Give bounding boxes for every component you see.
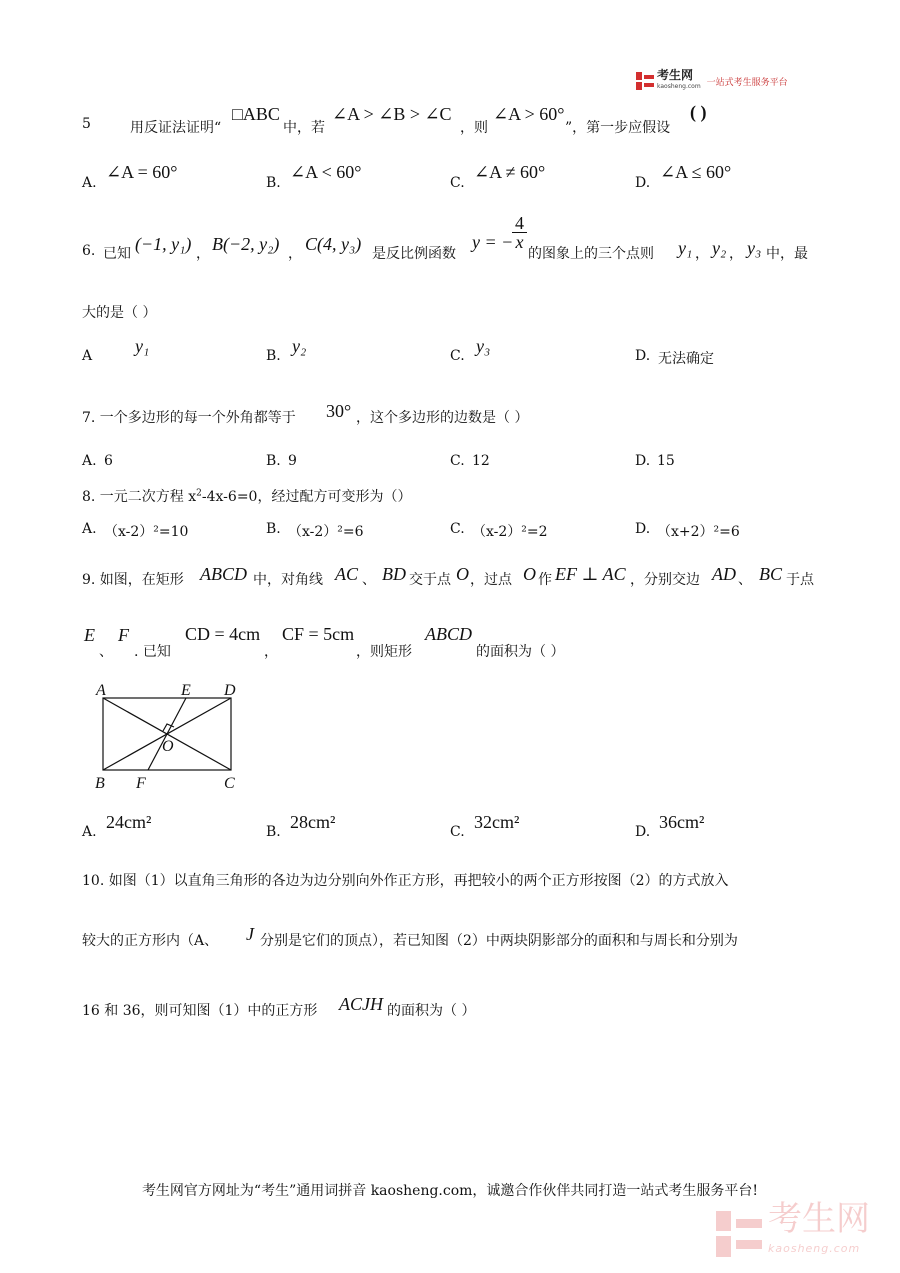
q6-option-a: y₁ (135, 336, 150, 356)
q6-option-d-label: D. (635, 348, 651, 364)
q9-option-d-label: D. (635, 824, 651, 840)
segment-ef (148, 698, 186, 770)
q10-line-3a: 16 和 36，则可知图（1）中的正方形 (82, 1003, 318, 1019)
label-b: B (95, 775, 105, 792)
q9-cf: CF = 5cm (282, 624, 355, 644)
q6-point-a: (−1, y₁) (135, 234, 192, 254)
q8-option-d: （x+2）²=6 (657, 524, 740, 540)
q7-option-c-label: C. (450, 453, 465, 469)
q6-y3: y₃ (747, 238, 762, 258)
q9-cd: CD = 4cm (185, 624, 261, 644)
q10-line-2a: 较大的正方形内（A、 (82, 933, 219, 949)
watermark-domain: kaosheng.com (768, 1242, 861, 1255)
q5-text-c: ，则 (460, 120, 488, 136)
label-f: F (136, 775, 146, 792)
q5-text-b: 中，若 (283, 120, 325, 136)
footer-text: 考生网官方网址为“考生”通用词拼音 kaosheng.com，诚邀合作伙伴共同打造一站式考生服务平台! (141, 1183, 759, 1199)
q5-conclusion: ∠A > 60° (493, 104, 565, 124)
q8-option-a-label: A. (82, 521, 97, 537)
logo-slogan: 一站式考生服务平台 (706, 77, 788, 88)
q7-option-d: 15 (657, 453, 675, 469)
q6-text-3: 的图象上的三个点则 (528, 246, 654, 262)
q5-text-d: ”，第一步应假设 (565, 120, 671, 136)
q8-option-c: （x-2）²=2 (472, 524, 548, 540)
q9-option-a-label: A. (82, 824, 97, 840)
q6-y1: y₁ (678, 238, 693, 258)
q6-option-d: 无法确定 (658, 351, 714, 367)
q8-option-b-label: B. (266, 521, 281, 537)
q9-ef-perp-ac: EF ⊥ AC (555, 564, 626, 584)
q6-func-lhs: y = − (472, 232, 514, 252)
q7-angle: 30° (326, 401, 352, 421)
q5-text-a: 用反证法证明“ (130, 120, 222, 136)
label-e: E (181, 682, 191, 699)
q8-stem: 8. 一元二次方程 $x^2-4x-6=0$，经过配方可变形为（） (82, 488, 412, 505)
q7-option-c: 12 (472, 453, 490, 469)
q10-acjh: ACJH (339, 994, 383, 1014)
q9-option-d: 36cm² (659, 812, 705, 832)
q7-option-a: 6 (104, 453, 113, 469)
label-d: D (224, 682, 236, 699)
q6-y2: y₂ (712, 238, 727, 258)
q10-line-3b: 的面积为（ ） (387, 1003, 476, 1019)
q10-line-2b: 分别是它们的顶点），若已知图（2）中两块阴影部分的面积和与周长和分别为 (260, 933, 738, 949)
q7-text-a: 7. 一个多边形的每一个外角都等于 (82, 410, 296, 426)
q8-option-c-label: C. (450, 521, 465, 537)
q8-option-a: （x-2）²=10 (104, 524, 189, 540)
watermark (716, 1199, 870, 1264)
q5-number: 5 (82, 116, 91, 132)
q7-text-b: ，这个多边形的边数是（ ） (356, 410, 529, 426)
q9-option-b-label: B. (266, 824, 281, 840)
q7-option-a-label: A. (82, 453, 97, 469)
q7-option-b-label: B. (266, 453, 281, 469)
q6-option-c: y₃ (476, 336, 491, 356)
watermark-logo-icon (716, 1211, 762, 1257)
q5-option-c: ∠A ≠ 60° (474, 162, 546, 182)
q5-option-d-label: D. (635, 175, 651, 191)
q6-text-1: 已知 (103, 246, 131, 262)
q5-option-a-label: A. (82, 175, 97, 191)
q7-option-b: 9 (288, 453, 297, 469)
q8-option-d-label: D. (635, 521, 651, 537)
q5-option-b: ∠A < 60° (290, 162, 362, 182)
q9-option-a: 24cm² (106, 812, 152, 832)
q6-option-b: y₂ (292, 336, 307, 356)
kaosheng-logo-icon (636, 72, 654, 90)
q5-option-c-label: C. (450, 175, 465, 191)
q6-point-b: B(−2, y₂) (212, 234, 280, 254)
q5-condition: ∠A > ∠B > ∠C (332, 104, 452, 124)
q5-option-d: ∠A ≤ 60° (660, 162, 732, 182)
q9-rectangle-figure (90, 680, 250, 794)
logo-name: 考生网 (657, 68, 694, 82)
q9-option-b: 28cm² (290, 812, 336, 832)
q6-text-4: 中，最 (766, 246, 808, 262)
q10-j: J (246, 924, 254, 944)
q7-option-d-label: D. (635, 453, 651, 469)
q5-abc: □ABC (232, 104, 280, 124)
header-logo (636, 70, 788, 92)
q9-option-c: 32cm² (474, 812, 520, 832)
q6-point-c: C(4, y₃) (305, 234, 362, 254)
q8-option-b: （x-2）²=6 (288, 524, 364, 540)
q5-option-a: ∠A = 60° (106, 162, 178, 182)
q9-abcd: ABCD (200, 564, 247, 584)
label-a: A (96, 682, 106, 699)
label-o: O (162, 738, 174, 755)
q6-text-2: 是反比例函数 (372, 246, 456, 262)
q6-func-fraction: $\frac{4}{x}$ (512, 214, 527, 251)
q6-option-c-label: C. (450, 348, 465, 364)
q6-option-b-label: B. (266, 348, 281, 364)
q6-line-2: 大的是（ ） (82, 305, 157, 321)
q10-line-1: 10. 如图（1）以直角三角形的各边为边分别向外作正方形，再把较小的两个正方形按图（2）的方式放入 (82, 873, 729, 889)
q5-option-b-label: B. (266, 175, 281, 191)
q6-number: 6. (82, 243, 96, 259)
logo-domain: kaosheng.com (657, 83, 701, 90)
q6-option-a-label: A (82, 348, 93, 364)
q9-option-c-label: C. (450, 824, 465, 840)
q5-answer-paren: ( ) (690, 102, 707, 122)
label-c: C (224, 775, 235, 792)
watermark-name: 考生网 (768, 1199, 870, 1239)
